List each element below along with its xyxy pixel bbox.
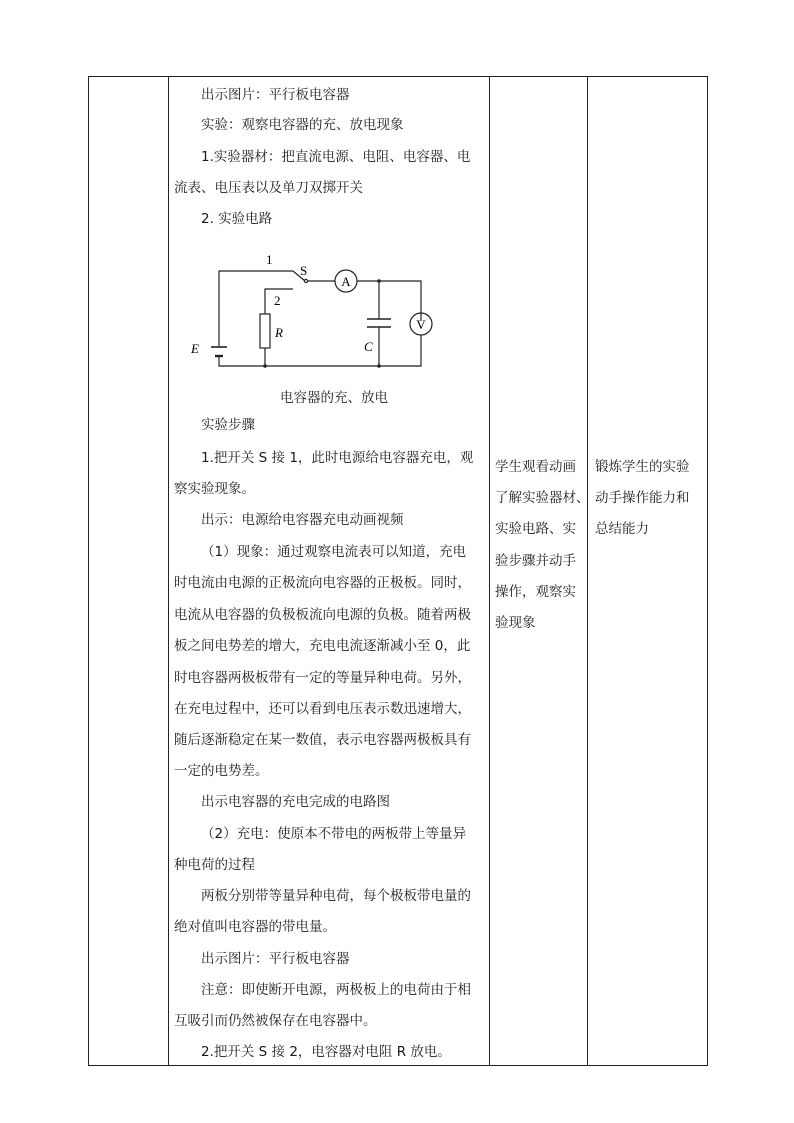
activity-line: 验现象	[495, 615, 536, 631]
label-capacitor: C	[364, 339, 373, 354]
circuit-diagram	[189, 251, 439, 375]
text-line: 1.把开关 S 接 1，此时电源给电容器充电，观	[201, 450, 474, 466]
teaching-content-cell	[169, 77, 489, 1065]
text-line: 种电荷的过程	[174, 857, 255, 873]
junction-dot	[377, 364, 381, 368]
text-line: 流表、电压表以及单刀双掷开关	[174, 180, 363, 196]
text-line: 随后逐渐稳定在某一数值，表示电容器两极板具有	[174, 732, 471, 748]
text-line: 互吸引而仍然被保存在电容器中。	[174, 1013, 377, 1029]
text-line: 出示电容器的充电完成的电路图	[201, 794, 390, 810]
activity-line: 学生观看动画	[495, 459, 576, 475]
activity-line: 了解实验器材、	[495, 490, 590, 506]
activity-line: 操作，观察实	[495, 584, 576, 600]
label-ammeter: A	[341, 274, 351, 289]
intent-line: 动手操作能力和	[595, 490, 690, 506]
text-line: 时电容器两极板带有一定的等量异种电荷。另外，	[174, 670, 471, 686]
text-line: （1）现象：通过观察电流表可以知道，充电	[201, 544, 467, 560]
label-switch: S	[300, 263, 308, 278]
text-line: （2）充电：使原本不带电的两板带上等量异	[201, 826, 467, 842]
text-line: 在充电过程中，还可以看到电压表示数迅速增大，	[174, 701, 471, 717]
text-line: 注意：即使断开电源，两极板上的电荷由于相	[201, 982, 471, 998]
text-line: 出示图片：平行板电容器	[201, 951, 350, 967]
text-line: 一定的电势差。	[174, 763, 269, 779]
switch-pivot	[304, 279, 307, 282]
text-line: 2. 实验电路	[201, 211, 273, 227]
student-activity-cell	[490, 77, 590, 1065]
text-line: 察实验现象。	[174, 481, 255, 497]
text-line: 1.实验器材：把直流电源、电阻、电容器、电	[201, 149, 471, 165]
text-line: 绝对值叫电容器的带电量。	[174, 919, 336, 935]
label-resistor: R	[275, 325, 283, 340]
activity-line: 实验电路、实	[495, 521, 576, 537]
junction-dot	[263, 364, 267, 368]
label-voltmeter: V	[416, 317, 426, 332]
intent-line: 总结能力	[595, 521, 649, 537]
text-line: 出示：电源给电容器充电动画视频	[201, 512, 404, 528]
text-line: 实验步骤	[201, 417, 255, 433]
wire-top-right	[357, 281, 421, 321]
label-switch-pos2: 2	[274, 293, 281, 308]
label-source: E	[191, 341, 199, 356]
text-line: 两板分别带等量异种电荷，每个极板带电量的	[201, 888, 471, 904]
label-switch-pos1: 1	[266, 252, 273, 267]
text-line: 板之间电势差的增大，充电电流逐渐减小至 0，此	[174, 638, 471, 654]
lesson-table	[88, 76, 708, 1066]
wire-bottom	[219, 335, 421, 366]
text-line: 电流从电容器的负极板流向电源的负极。随着两极	[174, 607, 471, 623]
intent-line: 锻炼学生的实验	[595, 459, 690, 475]
design-intent-cell	[588, 77, 708, 1065]
circuit-caption: 电容器的充、放电	[280, 390, 388, 406]
text-line: 2.把开关 S 接 2，电容器对电阻 R 放电。	[201, 1044, 451, 1060]
junction-dot	[377, 279, 381, 283]
text-line: 实验：观察电容器的充、放电现象	[201, 117, 404, 133]
text-line: 出示图片：平行板电容器	[201, 87, 350, 103]
text-line: 时电流由电源的正极流向电容器的正极板。同时，	[174, 575, 471, 591]
activity-line: 验步骤并动手	[495, 553, 576, 569]
resistor-body	[260, 314, 270, 348]
